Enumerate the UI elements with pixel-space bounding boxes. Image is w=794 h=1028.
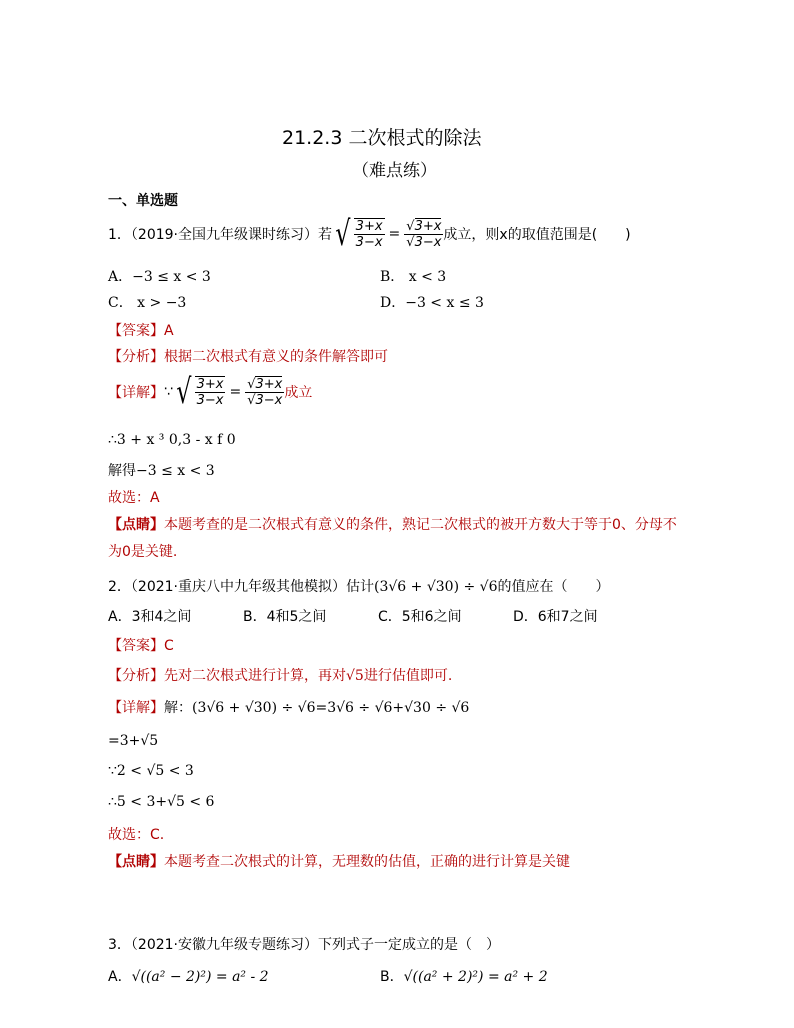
q1-comment-line2: 为0是关键. bbox=[108, 544, 178, 560]
q2-option-c: C．5和6之间 bbox=[378, 609, 462, 625]
q1-lhs-fraction: $\frac{3+x}{3-x}$ bbox=[355, 219, 383, 250]
q2-answer: 【答案】C bbox=[108, 638, 174, 654]
q1-option-d: D．−3 < x ≤ 3 bbox=[380, 295, 484, 311]
q2-option-b: B．4和5之间 bbox=[243, 609, 327, 625]
q1-prefix: 1．（2019·全国九年级课时练习）若 bbox=[108, 227, 332, 243]
q2-detail: 【详解】解：(3√6 + √30) ÷ √6=3√6 ÷ √6+√30 ÷ √6 bbox=[108, 700, 470, 716]
q2-analysis: 【分析】先对二次根式进行计算，再对√5进行估值即可. bbox=[108, 668, 453, 684]
q3-option-b: B．√((a² + 2)²) = a² + 2 bbox=[380, 969, 548, 985]
q1-stem bbox=[108, 214, 631, 254]
doc-title: 21.2.3 二次根式的除法 bbox=[282, 127, 482, 149]
q1-rhs-fraction: $\frac{√3+x}{√3-x}$ bbox=[406, 218, 442, 250]
q2-choose: 故选：C. bbox=[108, 827, 165, 843]
q1-option-c: C． x > −3 bbox=[108, 295, 187, 311]
q1-analysis: 【分析】根据二次根式有意义的条件解答即可 bbox=[108, 349, 388, 365]
equals-sign: = bbox=[388, 226, 401, 242]
q2-option-d: D．6和7之间 bbox=[513, 609, 598, 625]
doc-subtitle: （难点练） bbox=[352, 161, 437, 181]
q2-step1: =3+√5 bbox=[108, 733, 159, 749]
q2-comment: 【点睛】本题考查二次根式的计算，无理数的估值，正确的进行计算是关键 bbox=[108, 854, 570, 870]
q2-step3: ∴5 < 3+√5 < 6 bbox=[108, 794, 215, 810]
q2-stem: 2．（2021·重庆八中九年级其他模拟）估计(3√6 + √30) ÷ √6的值应在（ ） bbox=[108, 579, 610, 595]
q1-step2: 解得−3 ≤ x < 3 bbox=[108, 463, 215, 479]
section-heading: 一、单选题 bbox=[108, 193, 178, 209]
q2-step2: ∵2 < √5 < 3 bbox=[108, 763, 194, 779]
q1-choose: 故选：A bbox=[108, 490, 160, 506]
q3-stem: 3．（2021·安徽九年级专题练习）下列式子一定成立的是（ ） bbox=[108, 937, 500, 953]
q1-option-a: A．−3 ≤ x < 3 bbox=[108, 269, 211, 285]
q1-suffix: 成立，则x的取值范围是( ) bbox=[443, 227, 631, 243]
sqrt-symbol: √ bbox=[335, 214, 351, 254]
q1-detail: 【详解】 ∵ √ $\frac{3+x}{3-x}$ = $\frac{√3+x}{√3-x}$ 成立 bbox=[108, 372, 313, 412]
q3-option-a: A．√((a² − 2)²) = a² - 2 bbox=[108, 969, 269, 985]
q2-option-a: A．3和4之间 bbox=[108, 609, 192, 625]
q1-step1: ∴3 + x ³ 0,3 - x f 0 bbox=[108, 432, 236, 448]
q1-option-b: B． x < 3 bbox=[380, 269, 447, 285]
q1-answer: 【答案】A bbox=[108, 323, 174, 339]
q1-comment: 【点睛】本题考查的是二次根式有意义的条件，熟记二次根式的被开方数大于等于0、分母不 bbox=[108, 517, 677, 533]
